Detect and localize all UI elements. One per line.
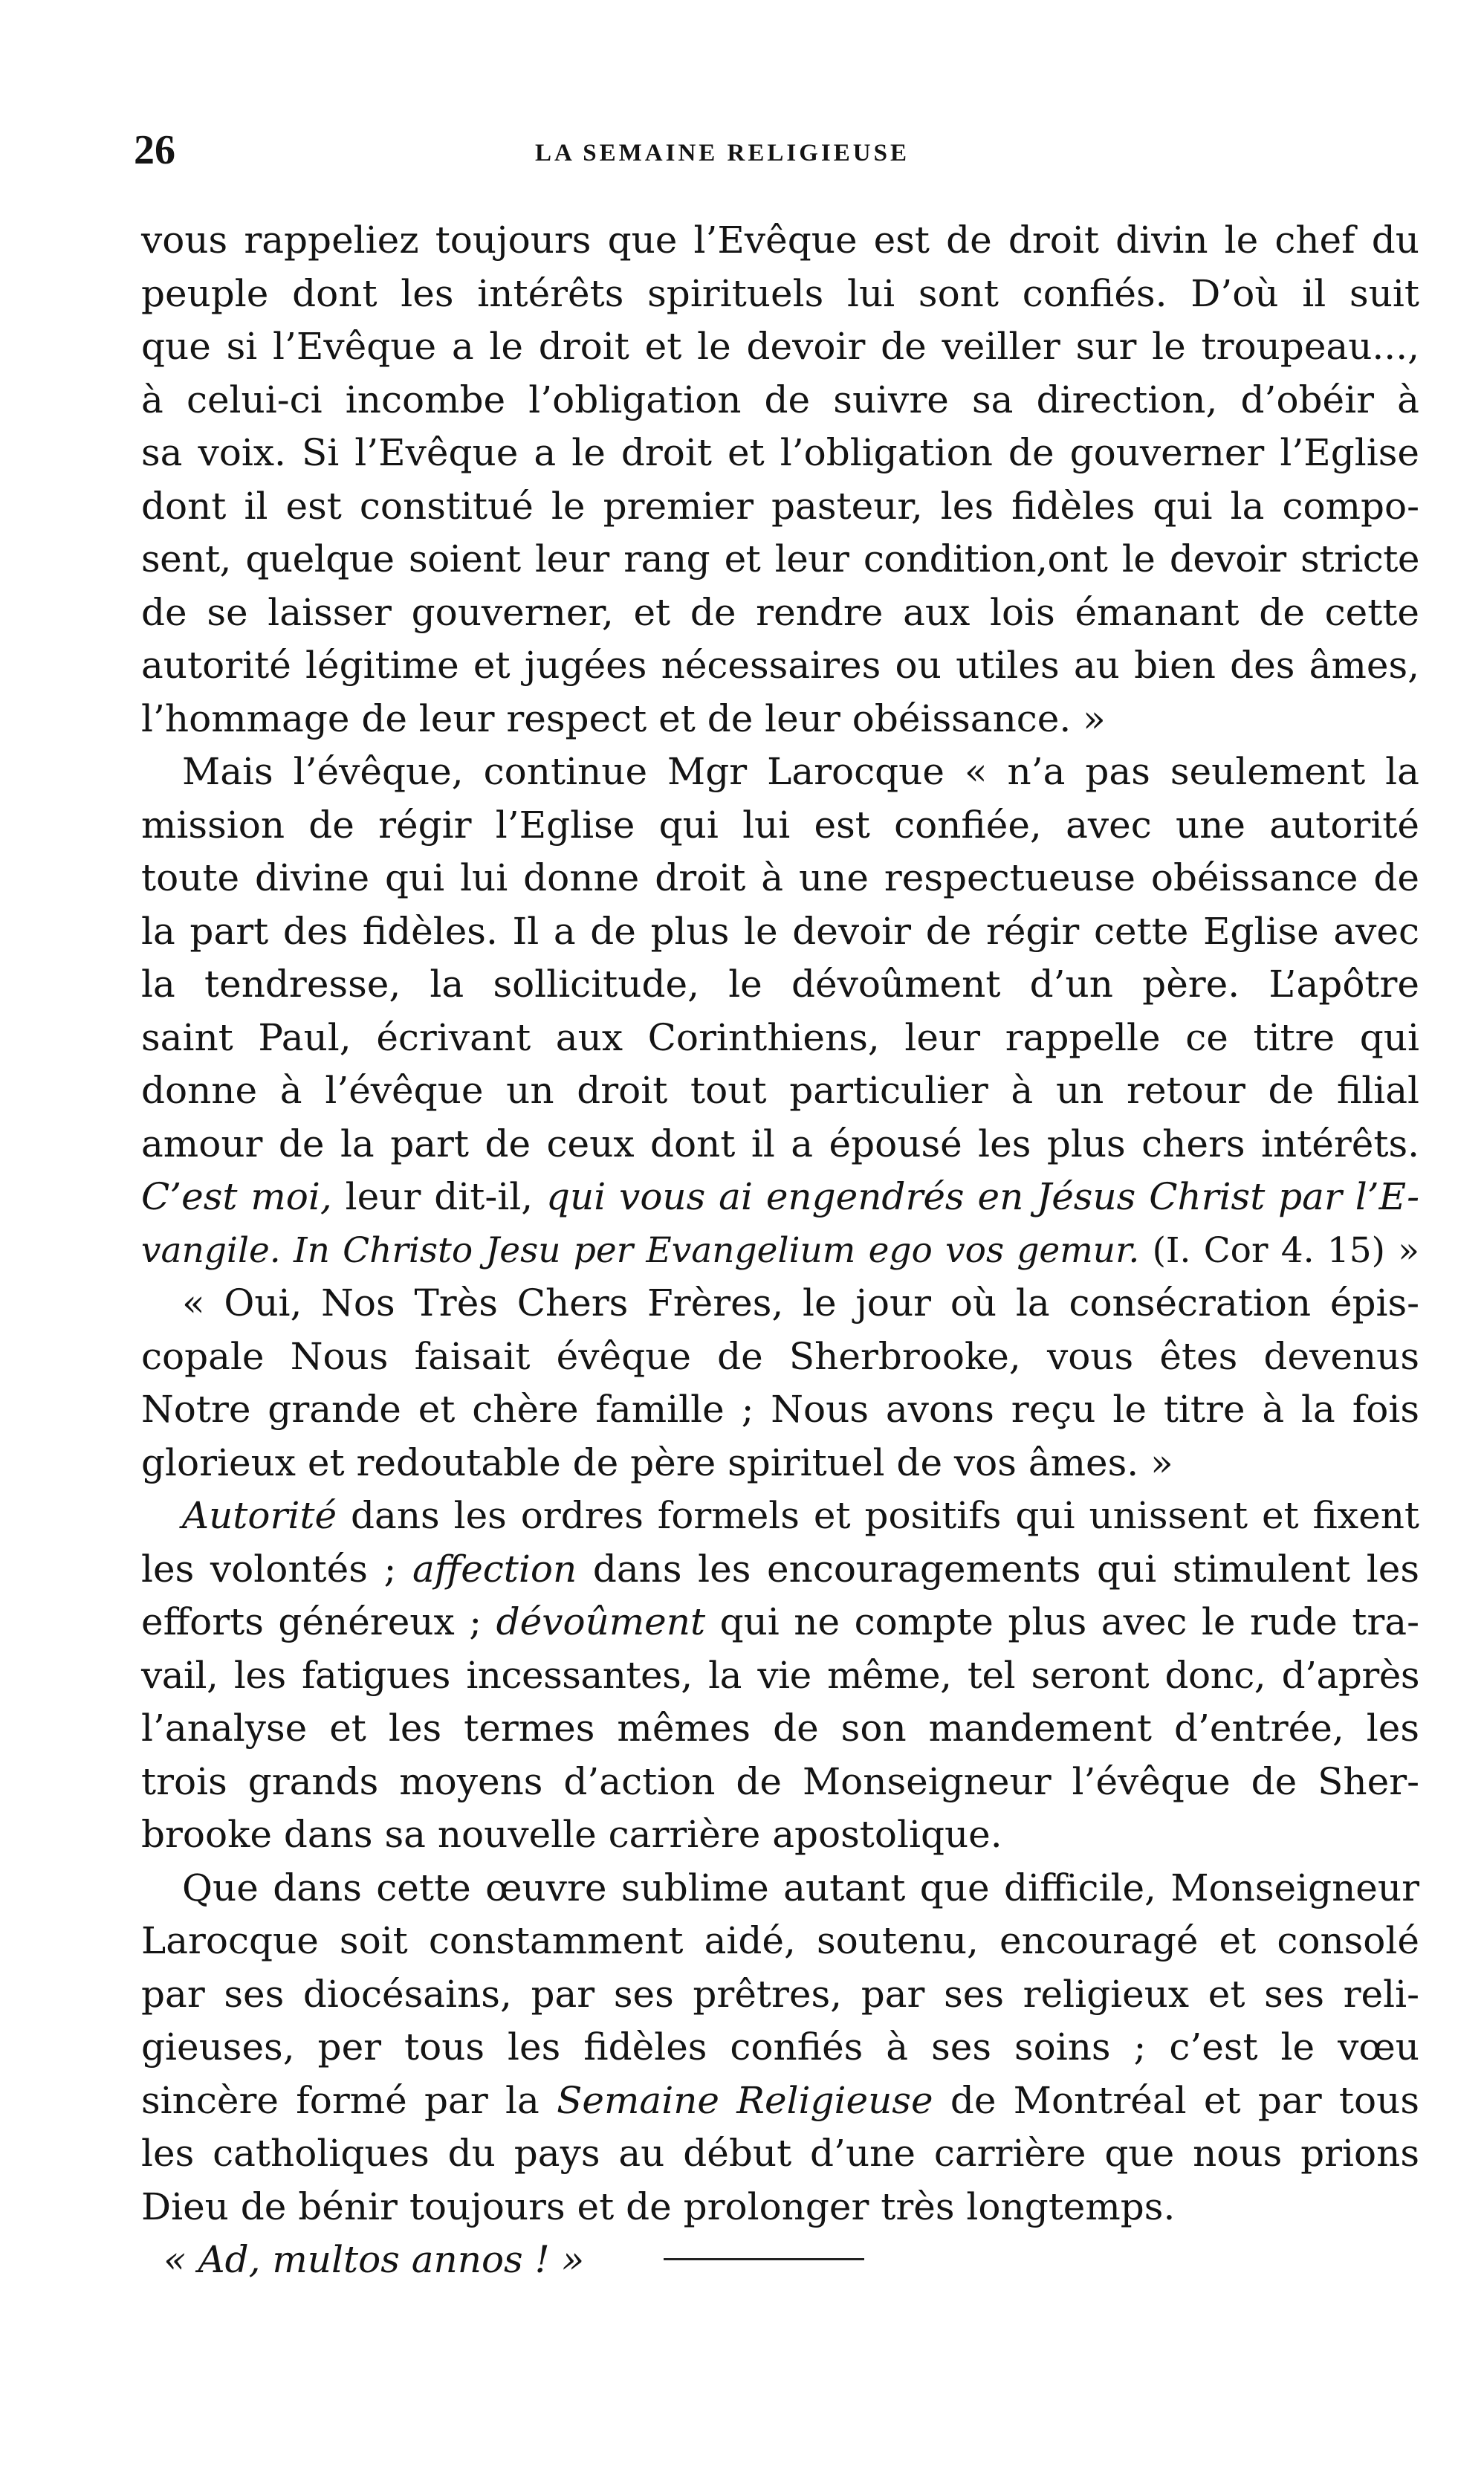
text-line: sa voix. Si l’Evêque a le droit et l’obligation de gouverner l’Eglise xyxy=(141,431,1419,474)
text-line: à celui-ci incombe l’obligation de suivre sa direction, d’obéir à xyxy=(141,378,1419,421)
text-line: les catholiques du pays au début d’une carrière que nous prions xyxy=(141,2132,1419,2175)
text-line: Larocque soit constamment aidé, soutenu, encouragé et consolé xyxy=(141,1919,1419,1962)
citation-text: (I. Cor 4. 15) » xyxy=(1139,1229,1420,1271)
text-line: de se laisser gouverner, et de rendre aux lois émanant de cette xyxy=(141,590,1419,634)
roman-text: de Montréal et par tous xyxy=(933,2078,1419,2122)
text-line: Notre grande et chère famille ; Nous avons reçu le titre à la fois xyxy=(141,1388,1419,1431)
italic-text: « Ad, multos annos ! » xyxy=(163,2238,585,2281)
italic-text: C’est moi, xyxy=(141,1175,332,1218)
text-line: que si l’Evêque a le droit et le devoir de veiller sur le troupeau..., xyxy=(141,325,1419,368)
paragraph-start-line: « Oui, Nos Très Chers Frères, le jour où la consécration épis- xyxy=(182,1281,1419,1325)
text-line: la tendresse, la sollicitude, le dévoûment d’un père. L’apôtre xyxy=(141,963,1419,1006)
text-line: glorieux et redoutable de père spirituel de vos âmes. » xyxy=(141,1440,1173,1484)
roman-text: dans les ordres formels et positifs qui unissent et fixent xyxy=(337,1494,1419,1537)
running-title: LA SEMAINE RELIGIEUSE xyxy=(535,140,910,166)
text-line: vail, les fatigues incessantes, la vie même, tel seront donc, d’après xyxy=(141,1653,1419,1697)
roman-text: les volontés ; xyxy=(141,1547,412,1591)
text-line: amour de la part de ceux dont il a épousé les plus chers intérêts. xyxy=(141,1122,1419,1165)
text-line: autorité légitime et jugées nécessaires ou utiles au bien des âmes, xyxy=(141,644,1419,687)
page-number: 26 xyxy=(134,127,175,173)
text-line xyxy=(141,1596,1419,1649)
text-line: peuple dont les intérêts spirituels lui sont confiés. D’où il suit xyxy=(141,271,1419,315)
paragraph-start-line: Que dans cette œuvre sublime autant que difficile, Monseigneur xyxy=(182,1866,1419,1909)
roman-text: efforts généreux ; xyxy=(141,1600,496,1643)
italic-text: vangile. In Christo Jesu per Evangelium ego vos gemur. xyxy=(141,1229,1140,1271)
roman-text: qui ne compte plus avec le rude tra- xyxy=(705,1600,1419,1643)
roman-text: dans les encouragements qui stimulent les xyxy=(577,1547,1419,1591)
body-text xyxy=(141,214,1419,2287)
paragraph-start-line xyxy=(141,1490,1419,1543)
text-line: donne à l’évêque un droit tout particulier à un retour de filial xyxy=(141,1069,1419,1112)
text-line: Dieu de bénir toujours et de prolonger très longtemps. xyxy=(141,2184,1176,2228)
text-line: par ses diocésains, par ses prêtres, par ses religieux et ses reli- xyxy=(141,1972,1419,2016)
text-line xyxy=(141,1543,1419,1597)
page-header xyxy=(0,126,1484,186)
italic-text: Semaine Religieuse xyxy=(557,2078,933,2122)
text-line: sent, quelque soient leur rang et leur condition,ont le devoir stricte xyxy=(141,537,1419,580)
text-line: trois grands moyens d’action de Monseigneur l’évêque de Sher- xyxy=(141,1759,1419,1803)
italic-text: qui vous ai engendrés en Jésus Christ par l’E- xyxy=(545,1175,1419,1218)
italic-text: dévoûment xyxy=(496,1600,706,1643)
end-rule xyxy=(664,2258,864,2260)
text-line xyxy=(141,2074,1419,2128)
quote-line xyxy=(141,1224,1419,1278)
text-line: copale Nous faisait évêque de Sherbrooke, vous êtes devenus xyxy=(141,1334,1419,1378)
quote-line xyxy=(141,1171,1419,1224)
text-line: mission de régir l’Eglise qui lui est confiée, avec une autorité xyxy=(141,803,1419,847)
text-line: dont il est constitué le premier pasteur, les fidèles qui la compo- xyxy=(141,484,1419,528)
roman-text: leur dit-il, xyxy=(331,1175,546,1218)
text-line: vous rappeliez toujours que l’Evêque est de droit divin le chef du xyxy=(141,219,1419,262)
italic-text: Autorité xyxy=(182,1494,337,1537)
text-line: gieuses, per tous les fidèles confiés à ses soins ; c’est le vœu xyxy=(141,2025,1419,2069)
roman-text: sincère formé par la xyxy=(141,2078,557,2122)
text-line: la part des fidèles. Il a de plus le devoir de régir cette Eglise avec xyxy=(141,909,1419,953)
text-line: toute divine qui lui donne droit à une respectueuse obéissance de xyxy=(141,856,1419,899)
text-line: saint Paul, écrivant aux Corinthiens, leur rappelle ce titre qui xyxy=(141,1015,1419,1059)
text-line: l’hommage de leur respect et de leur obéissance. » xyxy=(141,696,1106,740)
text-line: brooke dans sa nouvelle carrière apostolique. xyxy=(141,1813,1002,1856)
paragraph-start-line: Mais l’évêque, continue Mgr Larocque « n’a pas seulement la xyxy=(182,750,1419,793)
italic-text: affection xyxy=(412,1547,577,1591)
text-line: l’analyse et les termes mêmes de son mandement d’entrée, les xyxy=(141,1707,1419,1750)
